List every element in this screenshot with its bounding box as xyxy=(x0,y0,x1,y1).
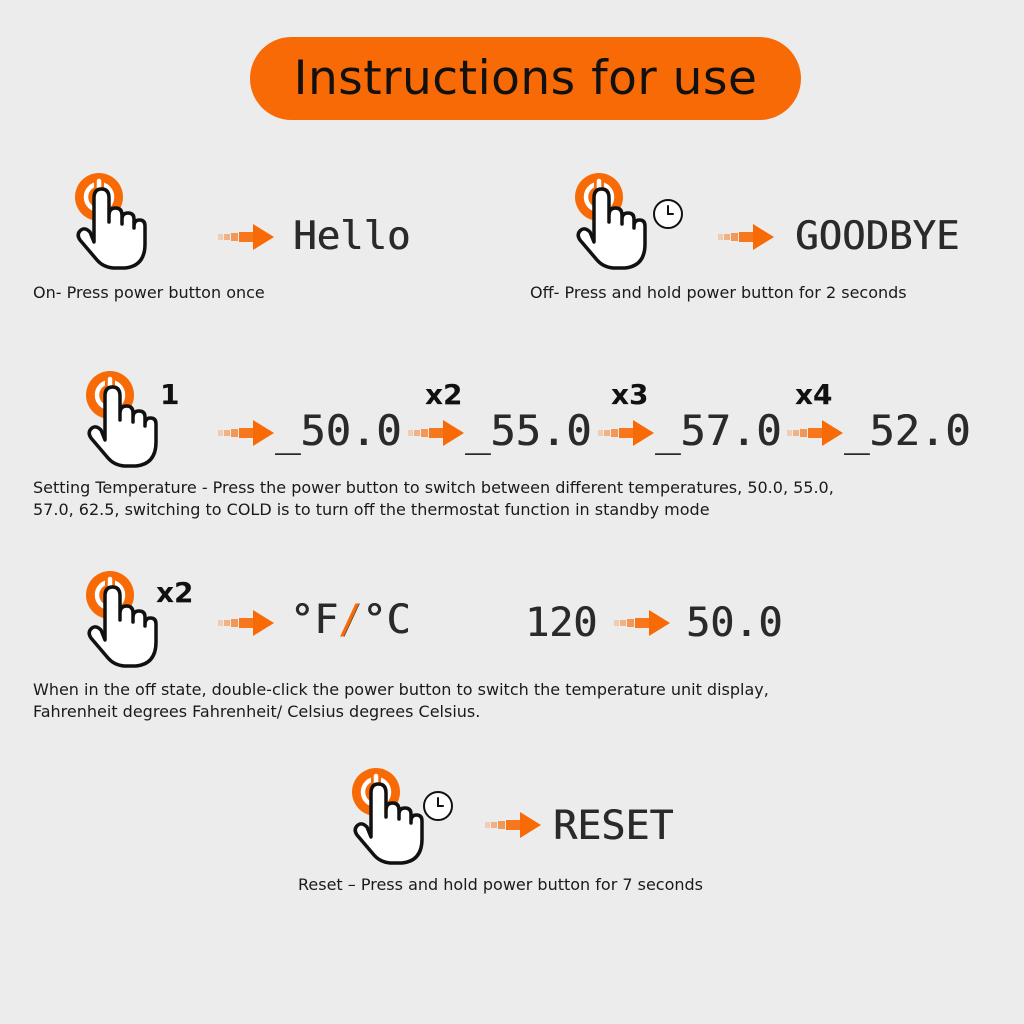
caption-reset: Reset – Press and hold power button for 7 seconds xyxy=(298,875,704,894)
clock-icon xyxy=(422,790,454,822)
hand-power-button-icon xyxy=(73,170,155,274)
arrow-icon xyxy=(718,222,776,252)
hand-power-button-icon xyxy=(84,368,166,472)
hand-power-button-icon xyxy=(573,170,655,274)
display-goodbye: GOODBYE xyxy=(795,214,960,259)
unit-slash: / xyxy=(338,597,363,643)
caption-on: On- Press power button once xyxy=(33,283,265,302)
arrow-icon xyxy=(408,418,466,448)
caption-temperature-line2: 57.0, 62.5, switching to COLD is to turn off the thermostat function in standby mode xyxy=(33,500,710,519)
display-example-fahrenheit: 120 xyxy=(525,600,598,646)
display-temp-1: _50.0 xyxy=(275,406,402,455)
page-title: Instructions for use xyxy=(293,51,758,106)
arrow-icon xyxy=(485,810,543,840)
press-count-2: x2 xyxy=(425,378,463,411)
press-count-double: x2 xyxy=(156,576,194,609)
display-temp-2: _55.0 xyxy=(465,406,592,455)
press-count-3: x3 xyxy=(611,378,649,411)
display-reset: RESET xyxy=(553,803,674,849)
press-count-1: 1 xyxy=(160,378,180,411)
arrow-icon xyxy=(218,608,276,638)
display-temp-4: _52.0 xyxy=(844,406,971,455)
title-banner xyxy=(250,37,801,120)
display-celsius: °C xyxy=(362,597,411,643)
arrow-icon xyxy=(218,418,276,448)
arrow-icon xyxy=(787,418,845,448)
caption-temperature-line1: Setting Temperature - Press the power button to switch between different temperatures, 50.0, 55.0, xyxy=(33,478,834,497)
arrow-icon xyxy=(598,418,656,448)
caption-unit-line2: Fahrenheit degrees Fahrenheit/ Celsius degrees Celsius. xyxy=(33,702,481,721)
display-hello: Hello xyxy=(293,214,411,259)
arrow-icon xyxy=(218,222,276,252)
display-fahrenheit: °F xyxy=(290,597,339,643)
display-unit xyxy=(290,597,411,643)
caption-unit-line1: When in the off state, double-click the power button to switch the temperature unit display, xyxy=(33,680,769,699)
hand-power-button-icon xyxy=(84,568,166,672)
hand-power-button-icon xyxy=(350,765,432,869)
display-example-celsius: 50.0 xyxy=(686,600,783,646)
display-temp-3: _57.0 xyxy=(655,406,782,455)
clock-icon xyxy=(652,198,684,230)
caption-off: Off- Press and hold power button for 2 seconds xyxy=(530,283,907,302)
press-count-4: x4 xyxy=(795,378,833,411)
arrow-icon xyxy=(614,608,672,638)
